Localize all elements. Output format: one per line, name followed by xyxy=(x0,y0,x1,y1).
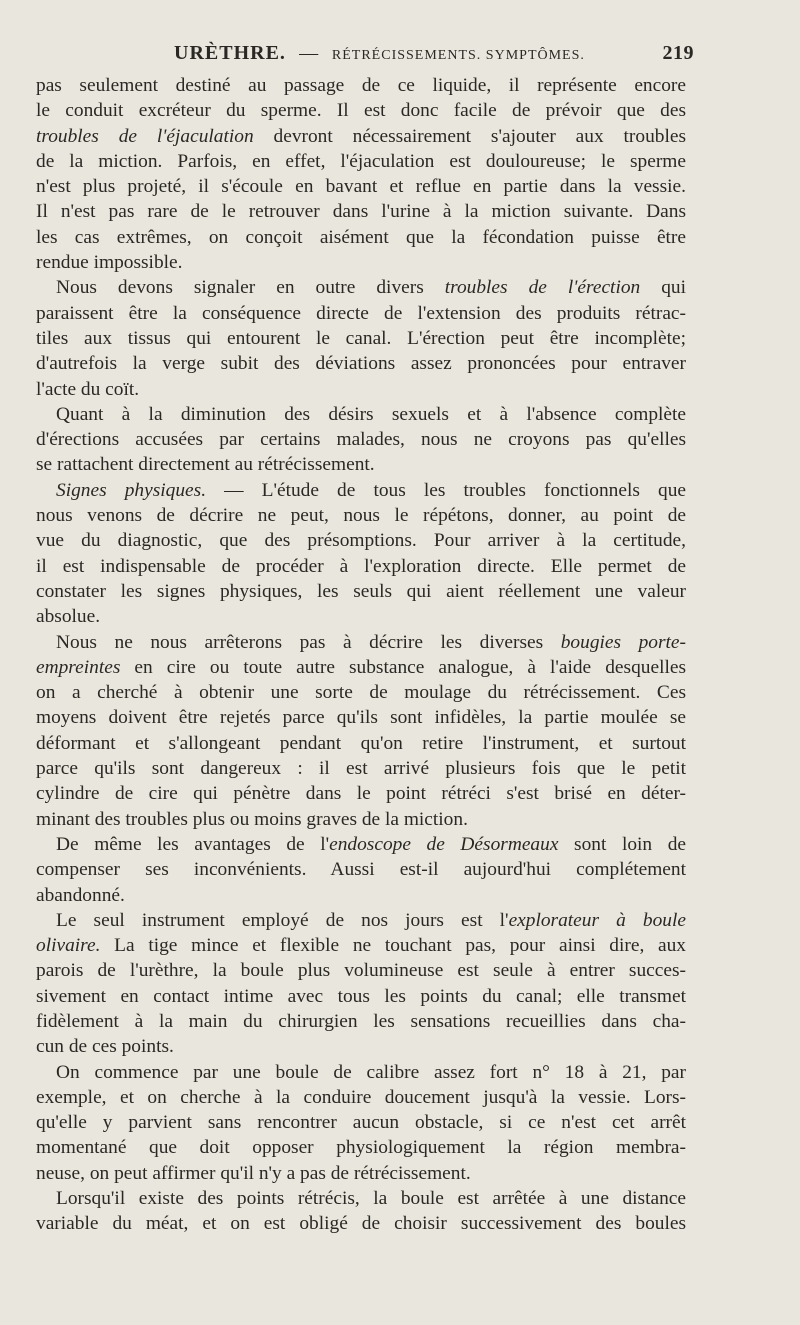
text-line: constater les signes physiques, les seuls qui aient réellement une valeur xyxy=(36,580,686,602)
italic-term: olivaire. xyxy=(36,935,101,957)
text-line: fidèlement à la main du chirurgien les sensations recueillies dans cha- xyxy=(36,1010,686,1032)
text-line: il est indispensable de procéder à l'exploration directe. Elle permet de xyxy=(36,555,686,577)
text-line: cylindre de cire qui pénètre dans le point rétréci s'est brisé en déter- xyxy=(36,783,686,805)
text-line: de la miction. Parfois, en effet, l'éjaculation est douloureuse; le sperme xyxy=(36,150,686,172)
text-line: nous venons de décrire ne peut, nous le répétons, donner, au point de xyxy=(36,505,686,527)
text-run: Nous devons signaler en outre divers xyxy=(56,277,445,299)
text-line: Lorsqu'il existe des points rétrécis, la boule est arrêtée à une distance xyxy=(56,1188,686,1210)
text-line xyxy=(36,832,686,857)
text-line: vue du diagnostic, que des présomptions. Pour arriver à la certitude, xyxy=(36,530,686,552)
text-line: cun de ces points. xyxy=(36,1036,174,1058)
text-line: qu'elle y parvient sans rencontrer aucun obstacle, si ce n'est cet arrêt xyxy=(36,1112,686,1134)
text-line: abandonné. xyxy=(36,884,125,906)
running-title xyxy=(174,42,585,65)
text-line xyxy=(36,908,686,933)
text-line xyxy=(36,655,686,680)
text-run: — L'étude de tous les troubles fonctionnels que xyxy=(206,479,686,501)
text-run: devront nécessairement s'ajouter aux troubles xyxy=(253,125,686,147)
text-line: d'autrefois la verge subit des déviations assez prononcées pour entraver xyxy=(36,353,686,375)
text-line: l'acte du coït. xyxy=(36,378,140,400)
page-number: 219 xyxy=(662,42,694,64)
text-line xyxy=(36,124,686,149)
text-run: Le seul instrument employé de nos jours est l' xyxy=(56,909,509,931)
text-run: De même les avantages de l' xyxy=(56,833,330,855)
text-line: parce qu'ils sont dangereux : il est arrivé plusieurs fois que le petit xyxy=(36,758,686,780)
italic-term: empreintes xyxy=(36,656,121,678)
text-line: paraissent être la conséquence directe de l'extension des produits rétrac- xyxy=(36,302,686,324)
text-line xyxy=(36,933,686,958)
text-line: n'est plus projeté, il s'écoule en bavant et reflue en partie dans la vessie. xyxy=(36,176,686,198)
text-line: momentané que doit opposer physiologiquement la région membra- xyxy=(36,1137,686,1159)
text-line: d'érections accusées par certains malades, nous ne croyons pas qu'elles xyxy=(36,429,686,451)
text-line: minant des troubles plus ou moins graves de la miction. xyxy=(36,808,468,830)
text-line: neuse, on peut affirmer qu'il n'y a pas de rétrécissement. xyxy=(36,1162,471,1184)
italic-term: endoscope de Désormeaux xyxy=(329,833,559,855)
text-line: variable du méat, et on est obligé de choisir successivement des boules xyxy=(36,1213,686,1235)
italic-term: troubles de l'éjaculation xyxy=(36,125,254,147)
text-line: pas seulement destiné au passage de ce liquide, il représente encore xyxy=(36,75,686,96)
italic-term: explorateur à boule xyxy=(508,909,686,931)
italic-term: bougies porte- xyxy=(560,631,686,653)
italic-term: Signes physiques. xyxy=(56,479,207,501)
text-line: rendue impossible. xyxy=(36,252,183,274)
text-run: en cire ou toute autre substance analogue, à l'aide desquelles xyxy=(120,656,686,678)
text-line: tiles aux tissus qui entourent le canal. L'érection peut être incomplète; xyxy=(36,327,686,349)
text-run: Nous ne nous arrêterons pas à décrire les diverses xyxy=(56,631,561,653)
running-header xyxy=(36,42,694,65)
text-line: exemple, et on cherche à la conduire doucement jusqu'à la vessie. Lors- xyxy=(36,1086,686,1108)
text-line: sivement en contact intime avec tous les points du canal; elle transmet xyxy=(36,985,686,1007)
text-run: La tige mince et flexible ne touchant pas, pour ainsi dire, aux xyxy=(100,935,686,957)
italic-term: troubles de l'érection xyxy=(444,277,641,299)
text-line: On commence par une boule de calibre assez fort n° 18 à 21, par xyxy=(56,1061,686,1083)
text-line: se rattachent directement au rétrécissement. xyxy=(36,454,375,476)
text-line: on a cherché à obtenir une sorte de moulage du rétrécissement. Ces xyxy=(36,682,686,704)
chapter-title: URÈTHRE. xyxy=(174,42,286,64)
text-line: absolue. xyxy=(36,606,101,628)
text-line xyxy=(36,630,686,655)
text-line: moyens doivent être rejetés parce qu'ils sont infidèles, la partie moulée se xyxy=(36,707,686,729)
body-text xyxy=(36,73,686,1237)
text-line: Il n'est pas rare de le retrouver dans l'urine à la miction suivante. Dans xyxy=(36,201,686,223)
text-line: déformant et s'allongeant pendant qu'on retire l'instrument, et surtout xyxy=(36,732,686,754)
section-title: RÉTRÉCISSEMENTS. SYMPTÔMES. xyxy=(331,48,585,63)
text-line: parois de l'urèthre, la boule plus volumineuse est seule à entrer succes- xyxy=(36,960,686,982)
text-run: sont loin de xyxy=(558,833,686,855)
text-line: le conduit excréteur du sperme. Il est donc facile de prévoir que des xyxy=(36,100,686,122)
title-separator: — xyxy=(299,43,319,64)
text-line xyxy=(36,478,686,503)
text-line: Quant à la diminution des désirs sexuels et à l'absence complète xyxy=(56,403,686,425)
text-line xyxy=(36,275,686,300)
text-run: qui xyxy=(640,277,687,299)
text-line: les cas extrêmes, on conçoit aisément que la fécondation puisse être xyxy=(36,226,686,248)
text-line: compenser ses inconvénients. Aussi est-il aujourd'hui complétement xyxy=(36,859,686,881)
